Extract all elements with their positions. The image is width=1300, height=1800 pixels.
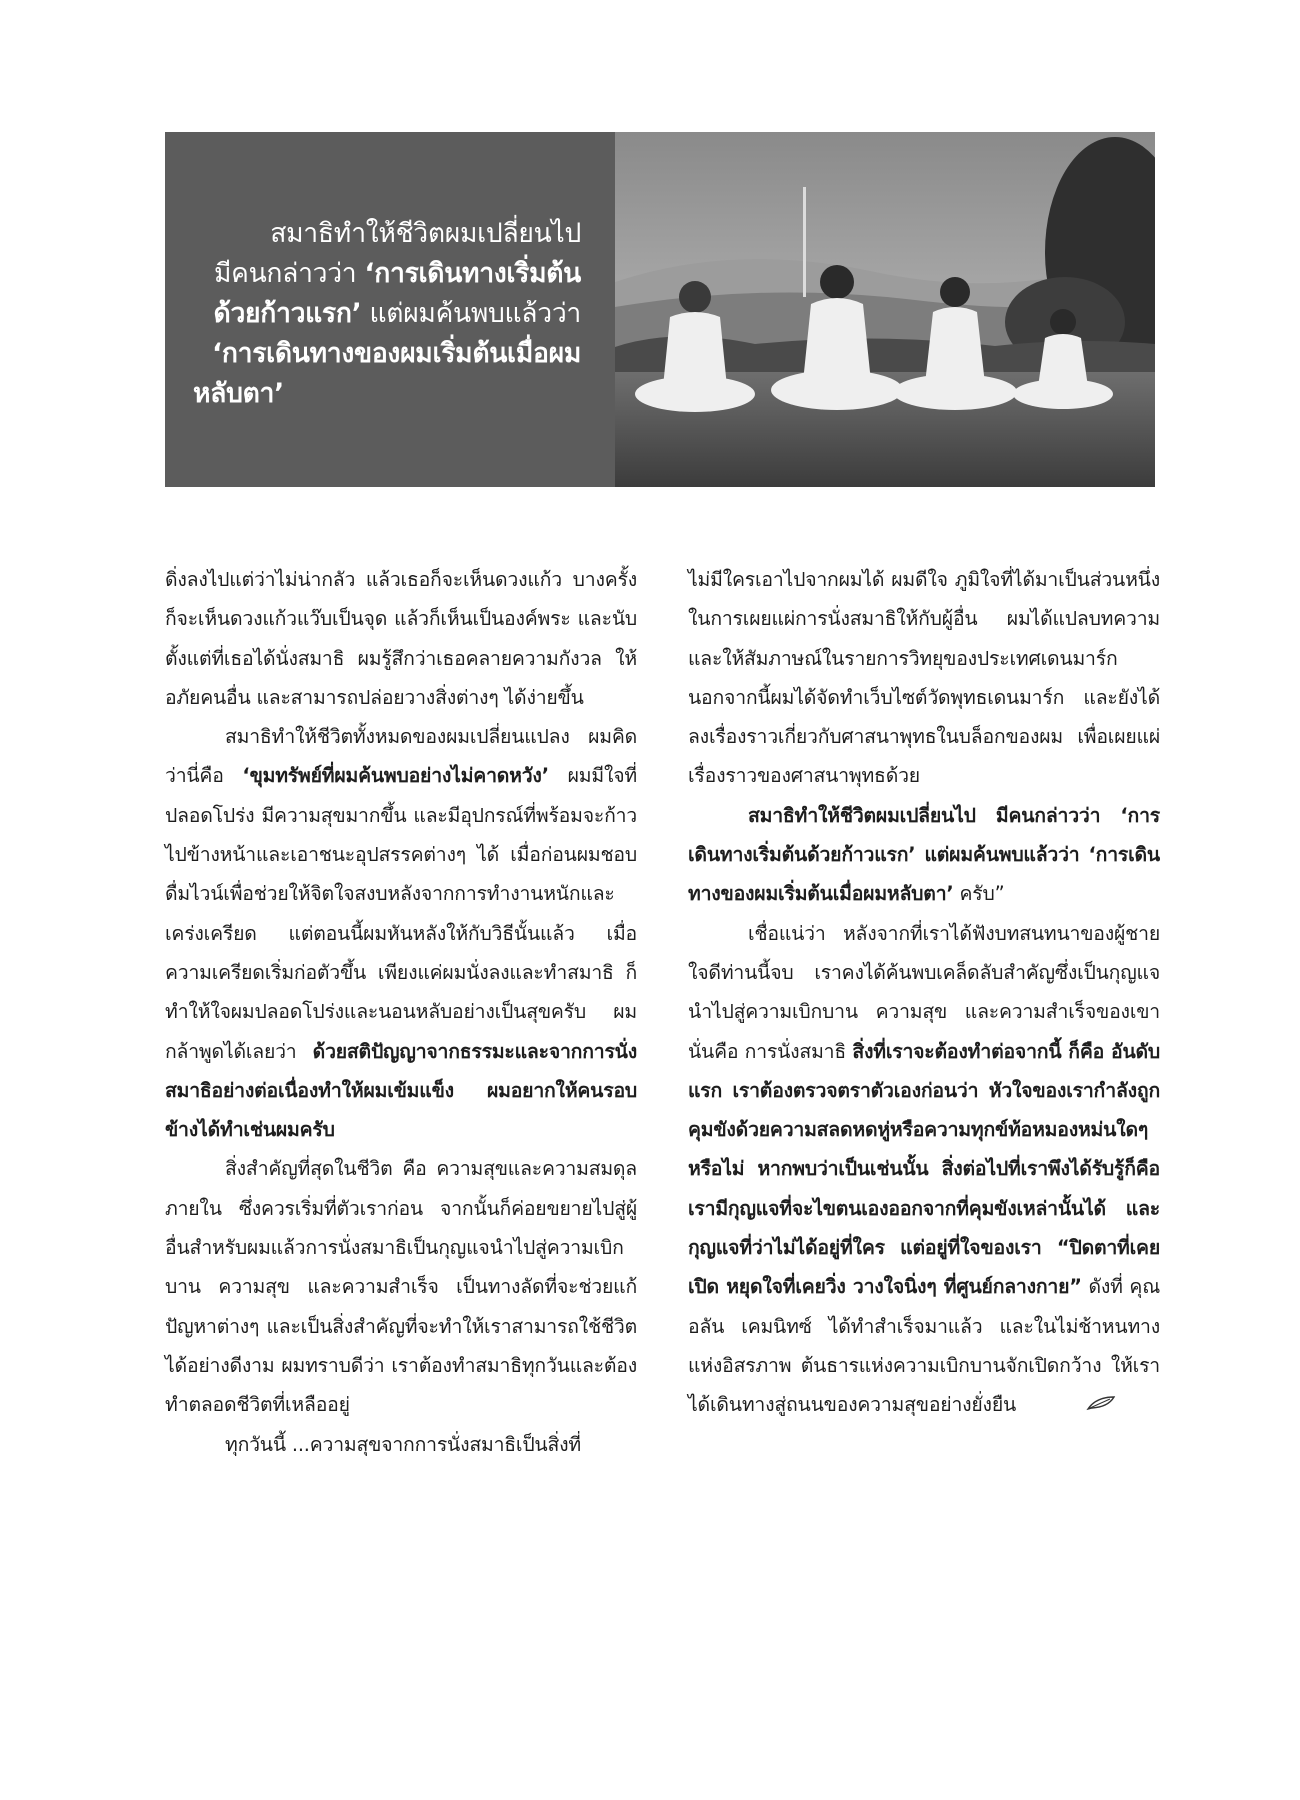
paragraph: ดิ่งลงไปแต่ว่าไม่น่ากลัว แล้วเธอก็จะเห็นดวงแก้ว บางครั้งก็จะเห็นดวงแก้วแว๊บเป็นจุด แล้วก็เห็นเป็นองค์พระ และนับตั้งแต่ที่เธอได้นั่งสมาธิ ผมรู้สึกว่าเธอคลายความกังวล ให้อภัยคนอื่น และสามารถปล่อยวางสิ่งต่างๆ ได้ง่ายขึ้น <box>165 568 637 709</box>
right-column <box>688 560 1160 1425</box>
pull-quote-line: มีคนกล่าวว่า ‘การเดินทางเริ่มต้น <box>213 258 581 289</box>
paragraph: เชื่อแน่ว่า หลังจากที่เราได้ฟังบทสนทนาของผู้ชายใจดีท่านนี้จบ เราคงได้ค้นพบเคล็ดลับสำคัญซึ่งเป็นกุญแจนำไปสู่ความเบิกบาน ความสุข และความสำเร็จของเขา นั่นคือ การนั่งสมาธิ สิ่งที่เราจะต้องทำต่อจากนี้ ก็คือ อันดับแรก เราต้องตรวจตราตัวเองก่อนว่า หัวใจของเรากำลังถูกคุมขังด้วยความสลดหดหู่หรือความทุกข์ท้อหมองหม่นใดๆ หรือไม่ หากพบว่าเป็นเช่นนั้น สิ่งต่อไปที่เราพึงได้รับรู้ก็คือ เรามีกุญแจที่จะไขตนเองออกจากที่คุมขังเหล่านั้นได้ และกุญแจที่ว่าไม่ได้อยู่ที่ใคร แต่อยู่ที่ใจของเรา “ปิดตาที่เคยเปิด หยุดใจที่เคยวิ่ง วางใจนิ่งๆ ที่ศูนย์กลางกาย” ดังที่ คุณอลัน เคมนิทซ์ ได้ทำสำเร็จมาแล้ว และในไม่ช้าหนทางแห่งอิสรภาพ ต้นธารแห่งความเบิกบานจักเปิดกว้าง ให้เราได้เดินทางสู่ถนนของความสุขอย่างยั่งยืน <box>688 914 1160 1425</box>
pull-quote-box <box>165 132 615 487</box>
feature-banner <box>165 132 1155 487</box>
leaf-end-mark-icon <box>1026 1385 1116 1424</box>
paragraph: ไม่มีใครเอาไปจากผมได้ ผมดีใจ ภูมิใจที่ได้มาเป็นส่วนหนึ่งในการเผยแผ่การนั่งสมาธิให้กับผู้อื่น ผมได้แปลบทความและให้สัมภาษณ์ในรายการวิทยุของประเทศเดนมาร์ก นอกจากนี้ผมได้จัดทำเว็บไซต์วัดพุทธเดนมาร์ก และยังได้ลงเรื่องราวเกี่ยวกับศาสนาพุทธในบล็อกของผม เพื่อเผยแผ่เรื่องราวของศาสนาพุทธด้วย <box>688 568 1160 788</box>
pull-quote-line: หลับตา’ <box>193 378 284 409</box>
left-column <box>165 560 637 1464</box>
pull-quote-line: ‘การเดินทางของผมเริ่มต้นเมื่อผม <box>212 338 581 369</box>
paragraph: สมาธิทำให้ชีวิตผมเปลี่ยนไป มีคนกล่าวว่า ‘การเดินทางเริ่มต้นด้วยก้าวแรก’ แต่ผมค้นพบแล้วว่า ‘การเดินทางของผมเริ่มต้นเมื่อผมหลับตา’ ครับ” <box>688 803 1160 906</box>
meditation-photo-illustration <box>615 132 1155 487</box>
paragraph: สิ่งสำคัญที่สุดในชีวิต คือ ความสุขและความสมดุลภายใน ซึ่งควรเริ่มที่ตัวเราก่อน จากนั้นก็ค่อยขยายไปสู่ผู้อื่นสำหรับผมแล้วการนั่งสมาธิเป็นกุญแจนำไปสู่ความเบิกบาน ความสุข และความสำเร็จ เป็นทางลัดที่จะช่วยแก้ปัญหาต่างๆ และเป็นสิ่งสำคัญที่จะทำให้เราสามารถใช้ชีวิตได้อย่างดีงาม ผมทราบดีว่า เราต้องทำสมาธิทุกวันและต้องทำตลอดชีวิตที่เหลืออยู่ <box>165 1157 637 1417</box>
paragraph: ทุกวันนี้ ...ความสุขจากการนั่งสมาธิเป็นสิ่งที่ <box>225 1432 581 1456</box>
paragraph: สมาธิทำให้ชีวิตทั้งหมดของผมเปลี่ยนแปลง ผมคิดว่านี่คือ ‘ขุมทรัพย์ที่ผมค้นพบอย่างไม่คาดหวัง’ ผมมีใจที่ปลอดโปร่ง มีความสุขมากขึ้น และมีอุปกรณ์ที่พร้อมจะก้าวไปข้างหน้าและเอาชนะอุปสรรคต่างๆ ได้ เมื่อก่อนผมชอบดื่มไวน์เพื่อช่วยให้จิตใจสงบหลังจากการทำงานหนักและเคร่งเครียด แต่ตอนนี้ผมหันหลังให้กับวิธีนั้นแล้ว เมื่อความเครียดเริ่มก่อตัวขึ้น เพียงแค่ผมนั่งลงและทำสมาธิ ก็ทำให้ใจผมปลอดโปร่งและนอนหลับอย่างเป็นสุขครับ ผมกล้าพูดได้เลยว่า ด้วยสติปัญญาจากธรรมะและจากการนั่งสมาธิอย่างต่อเนื่องทำให้ผมเข้มแข็ง ผมอยากให้คนรอบข้างได้ทำเช่นผมครับ <box>165 725 637 1142</box>
pull-quote-line: สมาธิทำให้ชีวิตผมเปลี่ยนไป <box>270 218 581 249</box>
pull-quote-line: ด้วยก้าวแรก’ แต่ผมค้นพบแล้วว่า <box>213 298 581 329</box>
meditation-photo <box>615 132 1155 487</box>
